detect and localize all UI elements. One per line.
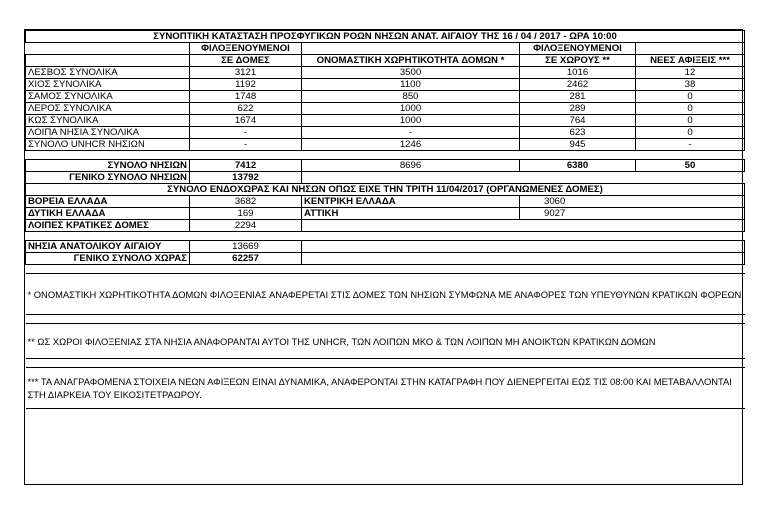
cell-spaces: 289	[520, 103, 636, 115]
east-aegean-islands-value: 13669	[190, 241, 302, 253]
report-title: ΣΥΝΟΠΤΙΚΗ ΚΑΤΑΣΤΑΣΗ ΠΡΟΣΦΥΓΙΚΩΝ ΡΟΩΝ ΝΗΣΩΝ ΑΝΑΤ. ΑΙΓΑΙΟΥ ΤΗΣ 16 / 04 / 2017 - ΩΡΑ 10:00	[26, 31, 745, 43]
totals-arrivals: 50	[636, 160, 745, 172]
cell-spaces: 945	[520, 139, 636, 151]
west-greece-value: 169	[190, 208, 302, 220]
summary-row	[26, 241, 745, 253]
mainland-title: ΣΥΝΟΛΟ ΕΝΔΟΧΩΡΑΣ ΚΑΙ ΝΗΣΩΝ ΟΠΩΣ ΕΙΧΕ ΤΗΝ ΤΡΙΤΗ 11/04/2017 (ΟΡΓΑΝΩΜΕΝΕΣ ΔΟΜΕΣ)	[26, 184, 745, 196]
row-label: ΣΥΝΟΛΟ UNHCR ΝΗΣΙΩΝ	[26, 139, 190, 151]
cell-spaces: 2462	[520, 79, 636, 91]
header-row-top	[26, 43, 745, 55]
cell-arrivals: 0	[636, 115, 745, 127]
mainland-row	[26, 196, 745, 208]
grand-total-islands-label: ΓΕΝΙΚΟ ΣΥΝΟΛΟ ΝΗΣΙΩΝ	[26, 172, 190, 184]
totals-spaces: 6380	[520, 160, 636, 172]
spacer-row	[26, 232, 745, 241]
spacer-row	[26, 315, 745, 324]
cell-domes: -	[190, 127, 302, 139]
attica-value: 9027	[520, 208, 745, 220]
totals-domes: 7412	[190, 160, 302, 172]
east-aegean-islands-label: ΝΗΣΙΑ ΑΝΑΤΟΛΙΚΟΥ ΑΙΓΑΙΟΥ	[26, 241, 190, 253]
cell-spaces: 764	[520, 115, 636, 127]
cell-arrivals: -	[636, 139, 745, 151]
cell-spaces: 1016	[520, 67, 636, 79]
table-row	[26, 127, 745, 139]
header-spaces-top: ΦΙΛΟΞΕΝΟΥΜΕΝΟΙ	[520, 43, 636, 55]
cell-domes: 3121	[190, 67, 302, 79]
cell-domes: 1192	[190, 79, 302, 91]
totals-label: ΣΥΝΟΛΟ ΝΗΣΙΩΝ	[26, 160, 190, 172]
north-greece-value: 3682	[190, 196, 302, 208]
cell-capacity: 850	[302, 91, 520, 103]
cell-arrivals: 0	[636, 127, 745, 139]
west-greece-label: ΔΥΤΙΚΗ ΕΛΛΑΔΑ	[26, 208, 190, 220]
cell-spaces: 281	[520, 91, 636, 103]
cell-capacity: 1246	[302, 139, 520, 151]
cell-capacity: 1100	[302, 79, 520, 91]
row-label: ΛΟΙΠΑ ΝΗΣΙΑ ΣΥΝΟΛΙΚΑ	[26, 127, 190, 139]
cell-spaces: 623	[520, 127, 636, 139]
summary-row	[26, 253, 745, 265]
report-sheet	[24, 29, 743, 485]
grand-total-islands-value: 13792	[190, 172, 302, 184]
row-label: ΧΙΟΣ ΣΥΝΟΛΙΚΑ	[26, 79, 190, 91]
mainland-row	[26, 220, 745, 232]
header-capacity: ΟΝΟΜΑΣΤΙΚΗ ΧΩΡΗΤΙΚΟΤΗΤΑ ΔΟΜΩΝ *	[302, 55, 520, 67]
table-row	[26, 139, 745, 151]
note-row	[26, 274, 745, 315]
row-label: ΛΕΣΒΟΣ ΣΥΝΟΛΙΚΑ	[26, 67, 190, 79]
table-row	[26, 115, 745, 127]
cell-capacity: -	[302, 127, 520, 139]
header-domes-top: ΦΙΛΟΞΕΝΟΥΜΕΝΟΙ	[190, 43, 302, 55]
header-row-bottom	[26, 55, 745, 67]
other-structures-label: ΛΟΙΠΕΣ ΚΡΑΤΙΚΕΣ ΔΟΜΕΣ	[26, 220, 190, 232]
cell-capacity: 1000	[302, 103, 520, 115]
header-spaces-bottom: ΣΕ ΧΩΡΟΥΣ **	[520, 55, 636, 67]
header-arrivals: ΝΕΕΣ ΑΦΙΞΕΙΣ ***	[636, 55, 745, 67]
spacer-row	[26, 359, 745, 368]
note-row	[26, 324, 745, 359]
country-total-label: ΓΕΝΙΚΟ ΣΥΝΟΛΟ ΧΩΡΑΣ	[26, 253, 190, 265]
cell-domes: 622	[190, 103, 302, 115]
totals-capacity: 8696	[302, 160, 520, 172]
grand-total-islands-row	[26, 172, 745, 184]
note-row	[26, 368, 745, 409]
table-row	[26, 103, 745, 115]
table-row	[26, 91, 745, 103]
row-label: ΛΕΡΟΣ ΣΥΝΟΛΙΚΑ	[26, 103, 190, 115]
footnote: *** ΤΑ ΑΝΑΓΡΑΦΟΜΕΝΑ ΣΤΟΙΧΕΙΑ ΝΕΩΝ ΑΦΙΞΕΩΝ ΕΙΝΑΙ ΔΥΝΑΜΙΚΑ, ΑΝΑΦΕΡΟΝΤΑΙ ΣΤΗΝ ΚΑΤΑΓΡΑΦΗ ΠΟΥ ΔΙΕΝΕΡΓΕΙΤΑΙ ΕΩΣ ΤΙΣ 08:00 ΚΑΙ ΜΕΤΑΒΑΛΛΟΝΤΑΙ ΣΤΗ ΔΙΑΡΚΕΙΑ ΤΟΥ ΕΙΚΟΣΙΤΕΤΡΑΩΡΟΥ.	[26, 368, 745, 409]
central-greece-label: ΚΕΝΤΡΙΚΗ ΕΛΛΑΔΑ	[302, 196, 520, 208]
cell-arrivals: 12	[636, 67, 745, 79]
cell-domes: 1674	[190, 115, 302, 127]
country-total-value: 62257	[190, 253, 302, 265]
row-label: ΣΑΜΟΣ ΣΥΝΟΛΙΚΑ	[26, 91, 190, 103]
title-row	[26, 31, 745, 43]
cell-arrivals: 0	[636, 103, 745, 115]
mainland-row	[26, 208, 745, 220]
refugee-flows-table	[25, 30, 745, 409]
other-structures-value: 2294	[190, 220, 302, 232]
footnote: ** ΩΣ ΧΩΡΟΙ ΦΙΛΟΞΕΝΙΑΣ ΣΤΑ ΝΗΣΙΑ ΑΝΑΦΟΡΑΝΤΑΙ ΑΥΤΟΙ ΤΗΣ UNHCR, ΤΩΝ ΛΟΙΠΩΝ ΜΚΟ & ΤΩΝ ΛΟΙΠΩΝ ΜΗ ΑΝΟΙΚΤΩΝ ΚΡΑΤΙΚΩΝ ΔΟΜΩΝ	[26, 324, 745, 359]
totals-row	[26, 160, 745, 172]
header-domes-bottom: ΣΕ ΔΟΜΕΣ	[190, 55, 302, 67]
footnote: * ΟΝΟΜΑΣΤΙΚΗ ΧΩΡΗΤΙΚΟΤΗΤΑ ΔΟΜΩΝ ΦΙΛΟΞΕΝΙΑΣ ΑΝΑΦΕΡΕΤΑΙ ΣΤΙΣ ΔΟΜΕΣ ΤΩΝ ΝΗΣΙΩΝ ΣΥΜΦΩΝΑ ΜΕ ΑΝΑΦΟΡΕΣ ΤΩΝ ΥΠΕΥΘΥΝΩΝ ΚΡΑΤΙΚΩΝ ΦΟΡΕΩΝ	[26, 274, 745, 315]
attica-label: ΑΤΤΙΚΗ	[302, 208, 520, 220]
table-row	[26, 79, 745, 91]
spacer-row	[26, 265, 745, 274]
north-greece-label: ΒΟΡΕΙΑ ΕΛΛΑΔΑ	[26, 196, 190, 208]
cell-domes: 1748	[190, 91, 302, 103]
table-row	[26, 67, 745, 79]
row-label: ΚΩΣ ΣΥΝΟΛΙΚΑ	[26, 115, 190, 127]
cell-capacity: 1000	[302, 115, 520, 127]
cell-domes: -	[190, 139, 302, 151]
cell-arrivals: 0	[636, 91, 745, 103]
spacer-row	[26, 151, 745, 160]
cell-capacity: 3500	[302, 67, 520, 79]
central-greece-value: 3060	[520, 196, 745, 208]
cell-arrivals: 38	[636, 79, 745, 91]
mainland-title-row	[26, 184, 745, 196]
